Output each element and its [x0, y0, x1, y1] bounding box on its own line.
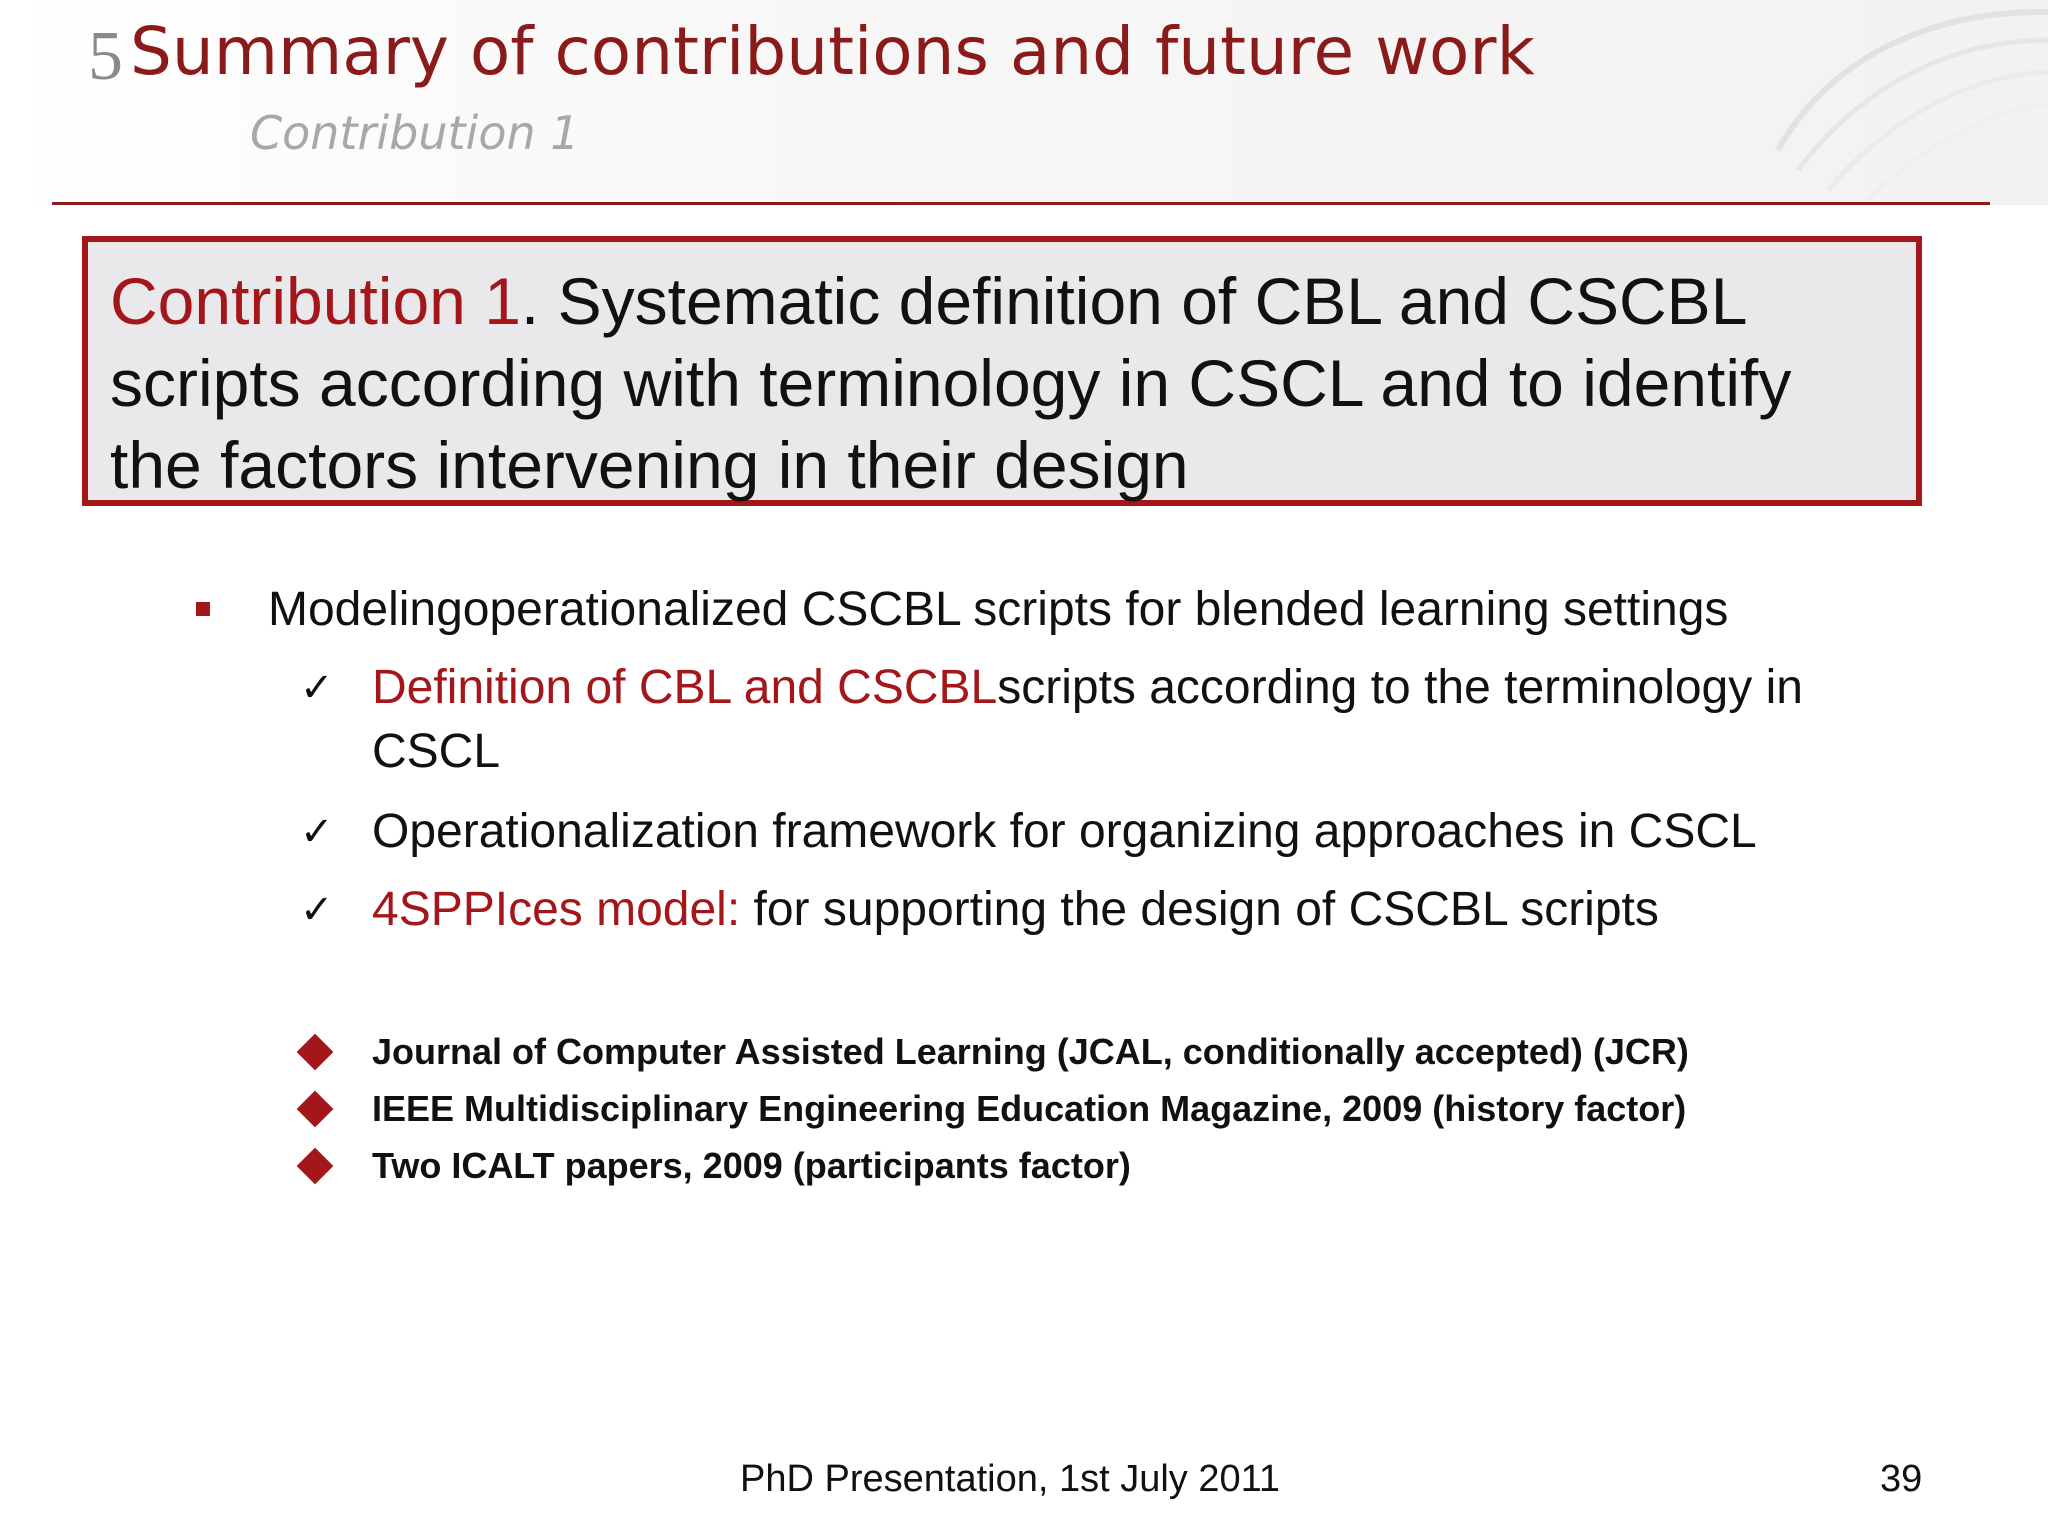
- header-divider: [52, 202, 1990, 205]
- check-item-1-highlight: Definition of CBL and CSCBL: [372, 661, 998, 714]
- decorative-swoosh: [1718, 0, 2048, 205]
- slide-subtitle: Contribution 1: [250, 106, 580, 160]
- contribution-text: . Systematic definition of CBL and CSCBL scripts according with terminology in CSCL and to identify the factors intervening in their design: [110, 264, 1792, 502]
- diamond-bullet-icon: [297, 1034, 334, 1071]
- check-item-1: [372, 656, 1942, 784]
- check-item-2: [372, 800, 1942, 864]
- check-item-3: [372, 878, 1942, 942]
- contribution-box: [82, 236, 1922, 506]
- main-bullet-text: Modelingoperationalized CSCBL scripts for blended learning settings: [268, 583, 1729, 636]
- diamond-bullet-icon: [297, 1148, 334, 1185]
- section-number: 5: [88, 18, 123, 95]
- publication-item: Two ICALT papers, 2009 (participants factor): [372, 1145, 1131, 1186]
- contribution-label: Contribution 1: [110, 264, 521, 338]
- checkmark-icon: ✓: [300, 665, 334, 711]
- check-item-2-text: Operationalization framework for organizing approaches in CSCL: [372, 805, 1757, 858]
- publication-item: Journal of Computer Assisted Learning (JCAL, conditionally accepted) (JCR): [372, 1031, 1689, 1072]
- check-item-3-highlight: 4SPPIces model:: [372, 883, 741, 936]
- checkmark-icon: ✓: [300, 809, 334, 855]
- check-item-1-text: scripts according to the terminology in CSCL: [372, 661, 1803, 778]
- square-bullet-icon: [196, 602, 210, 616]
- diamond-bullet-icon: [297, 1091, 334, 1128]
- footer-text: PhD Presentation, 1st July 2011: [740, 1458, 1281, 1500]
- slide-title: Summary of contributions and future work: [130, 13, 1535, 90]
- checkmark-icon: ✓: [300, 887, 334, 933]
- publication-item: IEEE Multidisciplinary Engineering Education Magazine, 2009 (history factor): [372, 1088, 1687, 1129]
- page-number: 39: [1880, 1458, 1923, 1500]
- check-item-3-text: for supporting the design of CSCBL scripts: [740, 883, 1659, 936]
